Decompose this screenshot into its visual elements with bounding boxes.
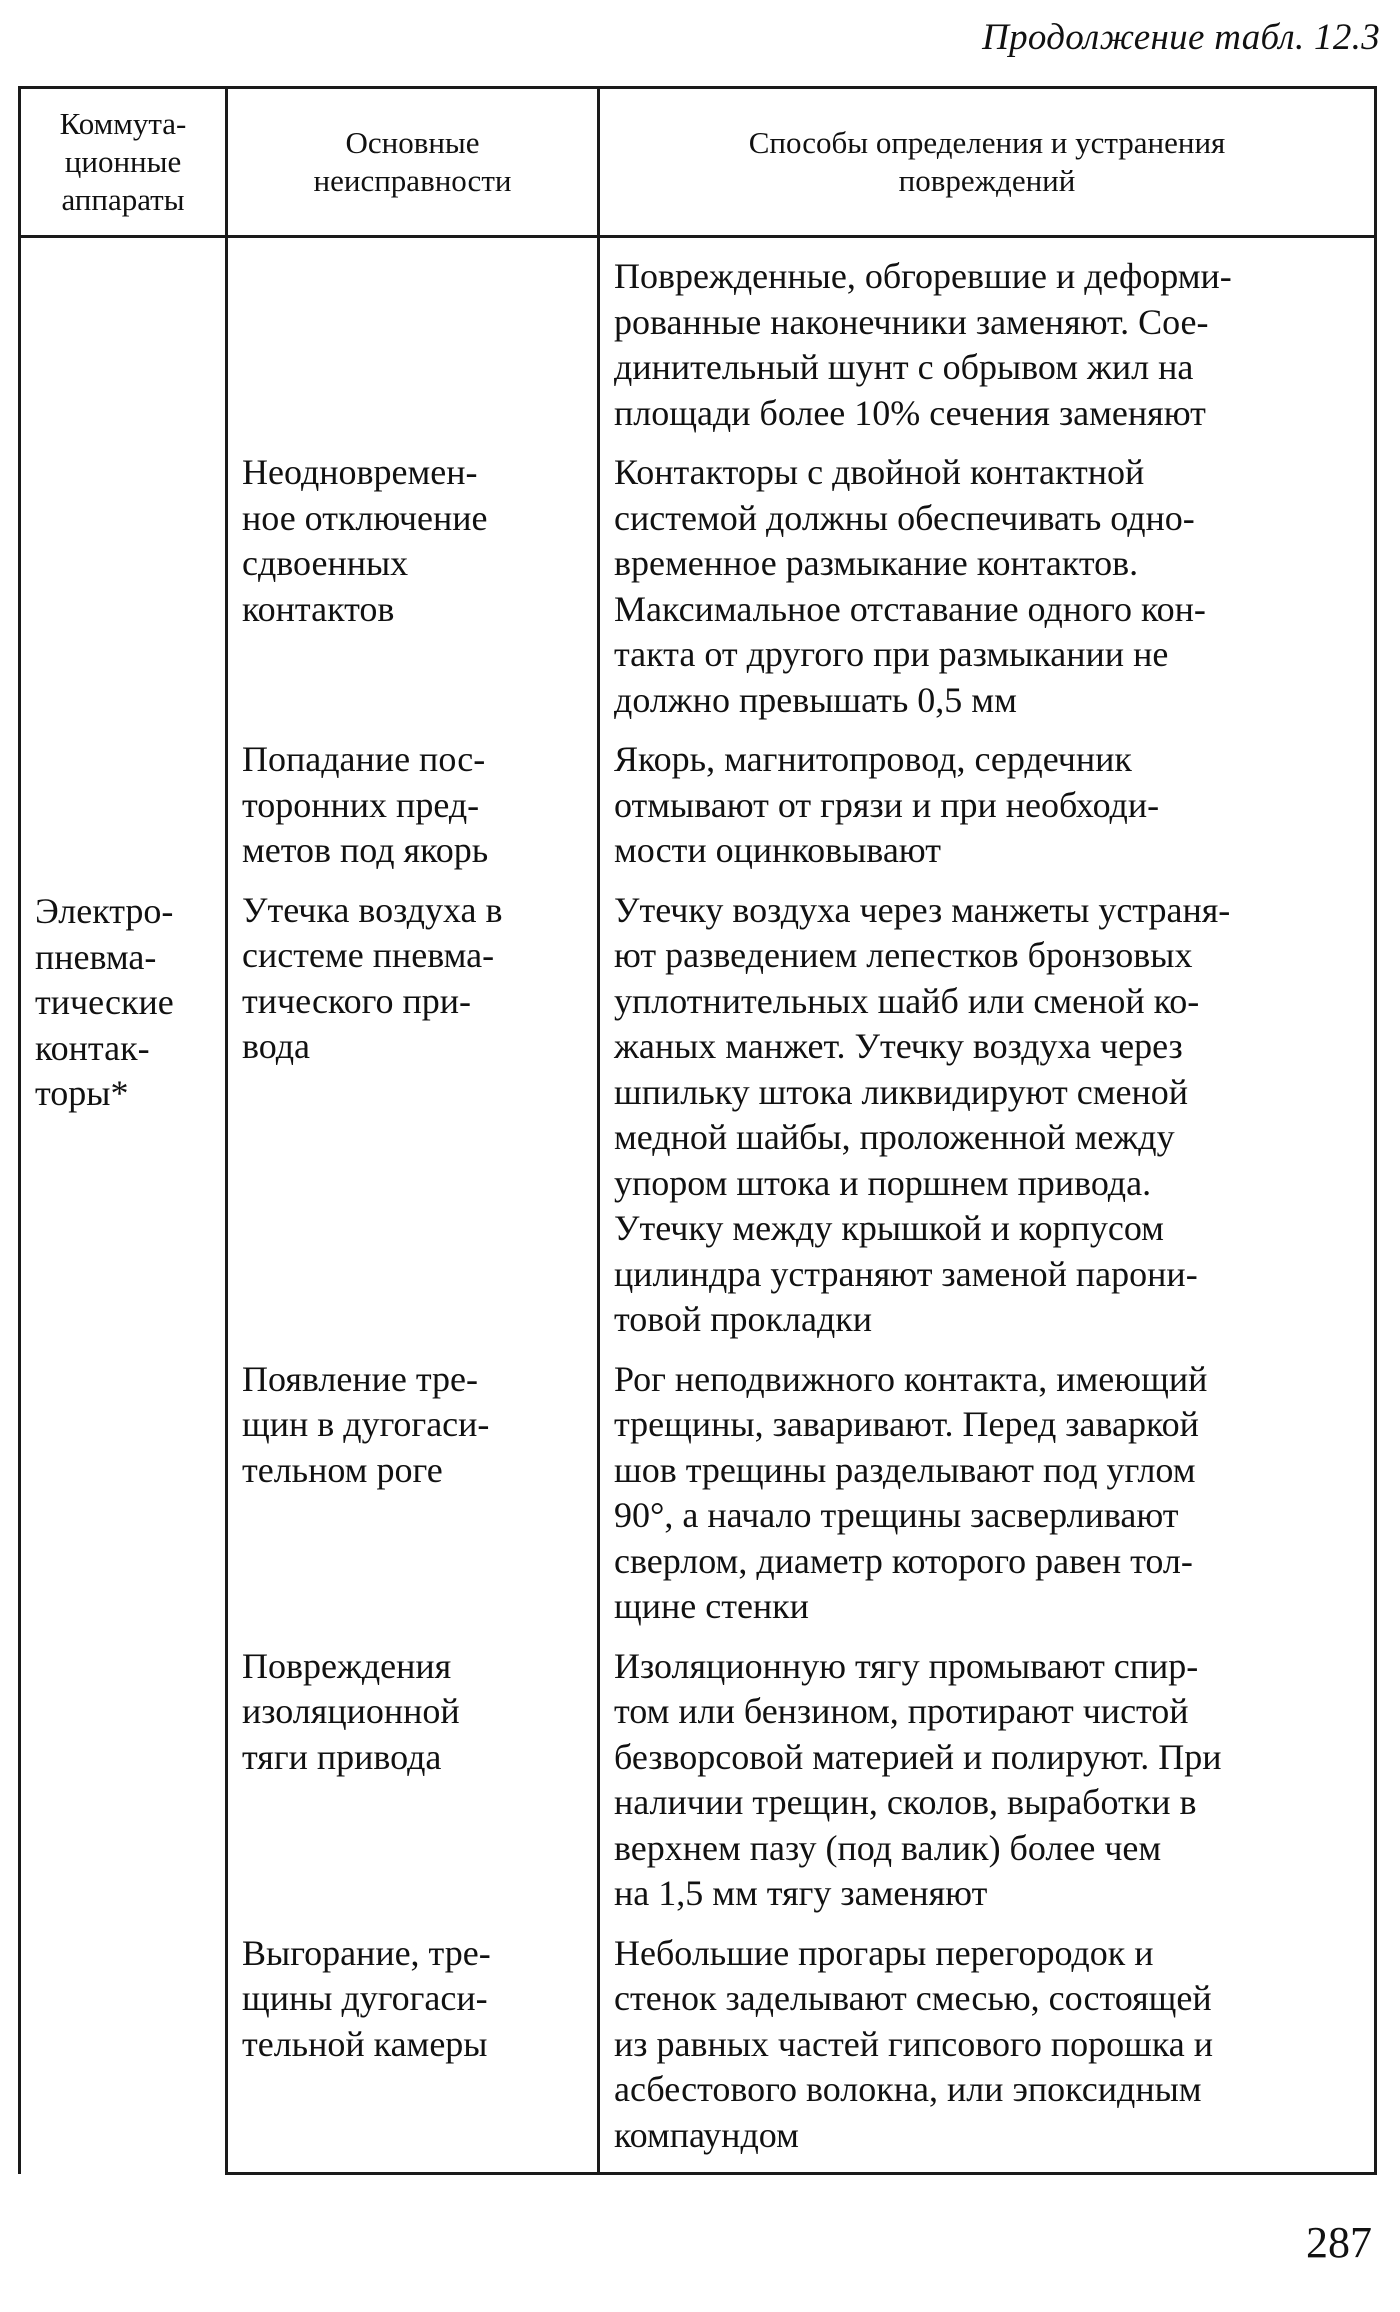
method-cell: Утечку воздуха через манжеты устраня- ют разведением лепестков бронзовых уплотнительных шайб или сменой ко- жаных манжет. Утечку воздуха через шпильку штока ликвидируют сменой медной шайбы, проложенной между упором штока и поршнем привода. Утечку между крышкой и корпусом цилиндра устраняют заменой парони- товой прокладки [599,888,1376,1357]
fault-cell: Утечка воздуха в системе пневма- тического при- вода [227,888,599,1357]
table-caption: Продолжение табл. 12.3 [982,17,1380,58]
method-cell: Небольшие прогары перегородок и стенок заделывают смесью, состоящей из равных частей гипсового порошка и асбестового волокна, или эпоксидным компаундом [599,1931,1376,2174]
header-faults: Основные неисправности [227,88,599,237]
fault-cell: Неодновремен- ное отключение сдвоенных контактов [227,450,599,737]
header-apparatus: Коммута- ционные аппараты [20,88,227,237]
apparatus-label: Электро- пневма- тические контак- торы* [35,891,174,1113]
method-cell: Поврежденные, обгоревшие и деформи- рованные наконечники заменяют. Сое- динительный шунт с обрывом жил на площади более 10% сечения заменяют [599,237,1376,451]
fault-cell: Выгорание, тре- щины дугогаси- тельной камеры [227,1931,599,2174]
method-cell: Якорь, магнитопровод, сердечник отмывают от грязи и при необходи- мости оцинковывают [599,737,1376,888]
fault-cell: Появление тре- щин в дугогаси- тельном роге [227,1357,599,1644]
header-row [20,88,1376,237]
faults-table [18,86,1377,2175]
fault-cell: Попадание пос- торонних пред- метов под якорь [227,737,599,888]
fault-cell [227,237,599,451]
apparatus-cell [20,237,227,2174]
header-methods: Способы определения и устранения повреждений [599,88,1376,237]
fault-cell: Повреждения изоляционной тяги привода [227,1644,599,1931]
page-number: 287 [1306,2218,1372,2267]
method-cell: Контакторы с двойной контактной системой должны обеспечивать одно- временное размыкание контактов. Максимальное отставание одного кон- такта от другого при размыкании не должно превышать 0,5 мм [599,450,1376,737]
table-row [20,237,1376,451]
method-cell: Рог неподвижного контакта, имеющий трещины, заваривают. Перед заваркой шов трещины разделывают под углом 90°, а начало трещины засверливают сверлом, диаметр которого равен тол- щине стенки [599,1357,1376,1644]
method-cell: Изоляционную тягу промывают спир- том или бензином, протирают чистой безворсовой материей и полируют. При наличии трещин, сколов, выработки в верхнем пазу (под валик) более чем на 1,5 мм тягу заменяют [599,1644,1376,1931]
